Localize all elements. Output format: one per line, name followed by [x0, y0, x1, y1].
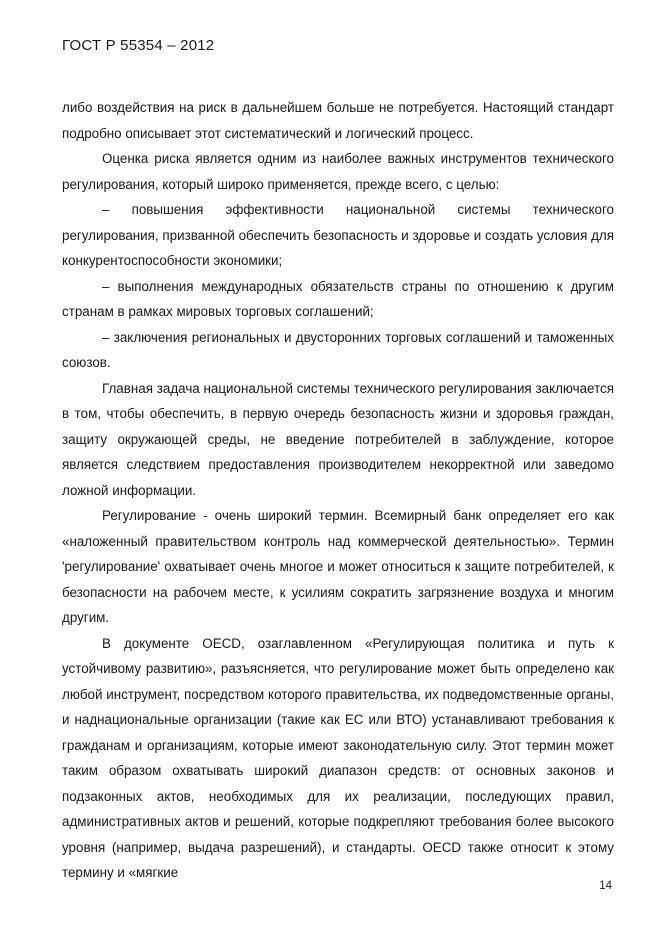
document-body	[62, 95, 614, 886]
paragraph-risk-assessment: Оценка риска является одним из наиболее важных инструментов технического регулирования, который широко применяется, прежде всего, с целью:	[62, 151, 614, 192]
paragraph-main-task: Главная задача национальной системы технического регулирования заключается в том, чтобы обеспечить, в первую очередь безопасность жизни и здоровья граждан, защиту окружающей среды, не введение потребителей в заблуждение, которое является следствием предоставления производителем некорректной или заведомо ложной информации.	[62, 380, 614, 498]
list-item-regional-agreements: – заключения региональных и двусторонних торговых соглашений и таможенных союзов.	[62, 329, 614, 370]
list-item-international-obligations: – выполнения международных обязательств страны по отношению к другим странам в рамках мировых торговых соглашений;	[62, 278, 614, 319]
page-number: 14	[599, 880, 612, 892]
paragraph-continuation: либо воздействия на риск в дальнейшем больше не потребуется. Настоящий стандарт подробно описывает этот систематический и логический процесс.	[62, 100, 614, 141]
page-header-standard-title: ГОСТ Р 55354 – 2012	[62, 37, 215, 54]
paragraph-oecd-document: В документе OECD, озаглавленном «Регулирующая политика и путь к устойчивому развитию», разъясняется, что регулирование может быть определено как любой инструмент, посредством которого правительства, их подведомственные органы, и наднациональные организации (такие как ЕС или ВТО) устанавливают требования к гражданам и организациям, которые имеют законодательную силу. Этот термин может таким образом охватывать широкий диапазон средств: от основных законов и подзаконных актов, необходимых для их реализации, последующих правил, административных актов и решений, которые подкрепляют требования более высокого уровня (например, выдача разрешений), и стандарты. OECD также относит к этому термину и «мягкие	[62, 635, 614, 880]
list-item-efficiency: – повышения эффективности национальной системы технического регулирования, призванной обеспечить безопасность и здоровье и создать условия для конкурентоспособности экономики;	[62, 202, 614, 268]
paragraph-regulation-term: Регулирование - очень широкий термин. Всемирный банк определяет его как «наложенный правительством контроль над коммерческой деятельностью». Термин 'регулирование' охватывает очень многое и может относиться к защите потребителей, к безопасности на рабочем месте, к усилиям сократить загрязнение воздуха и многим другим.	[62, 508, 614, 625]
